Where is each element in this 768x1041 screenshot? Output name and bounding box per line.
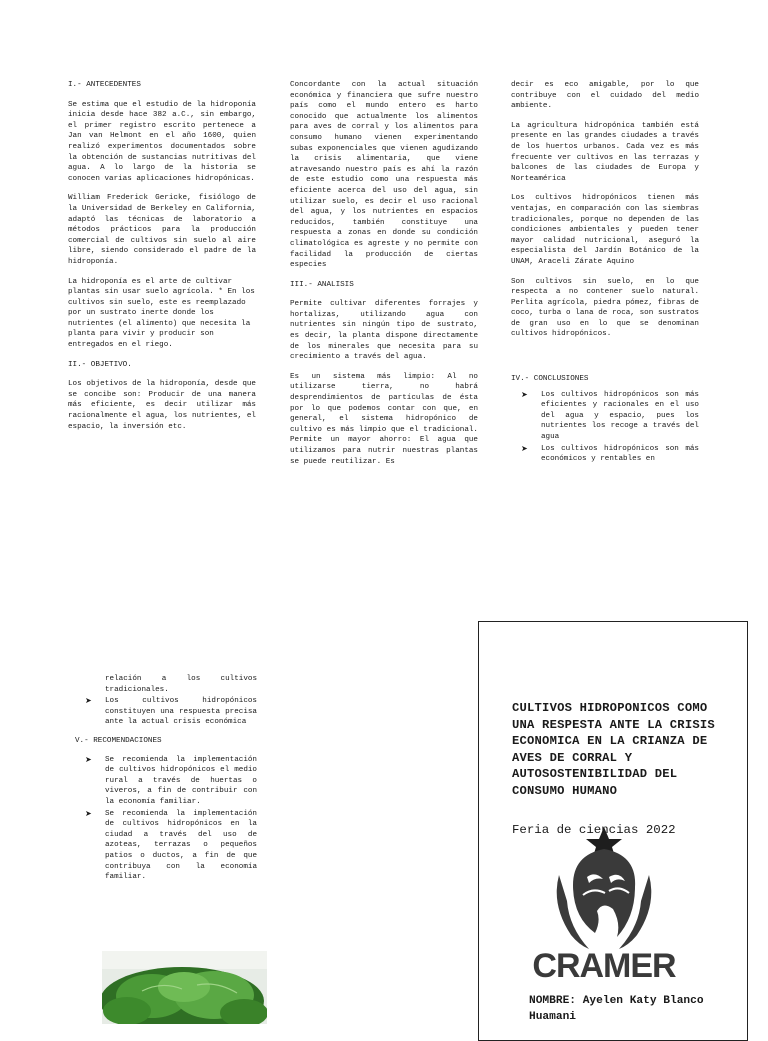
- section-heading-analisis: III.- ANALISIS: [290, 280, 354, 289]
- paragraph: La agricultura hidropónica también está presente en las grandes ciudades a través de los huertos urbanos. Cada vez es más frecuente ver cultivos en las terrazas y balcones de las ciudades de Europa y Norteamérica: [511, 121, 699, 183]
- column-2: [290, 80, 478, 476]
- paragraph: Concordante con la actual situación económica y financiera que sufre nuestro país como el mundo entero es harto conocido que actualmente los alimentos para aves de corral y los alimentos para consumo humano vienen experimentando subas exponenciales que vienen agudizando la crisis alimentaria, que viene atravesando nuestro país es ahí la razón de este estudio como una respuesta más eficiente acerca del uso del agua, sin utilizar suelo, es decir el uso racional del agua, y los nutrientes en espacios reducidos, también constituye una respuesta a zonas en donde su condición climatológica es agreste y no permite con facilidad la producción de ciertas especies: [290, 81, 478, 270]
- section-heading-conclusiones: IV.- CONCLUSIONES: [511, 375, 589, 384]
- section-heading-objetivo: II.- OBJETIVO.: [68, 360, 132, 369]
- logo-graphic: [529, 827, 679, 987]
- logo-wordmark: CRAMER: [532, 947, 676, 985]
- list-item: [511, 444, 699, 465]
- paragraph: William Frederick Gericke, fisiólogo de la Universidad de Berkeley en California, adaptó las técnicas de laboratorio a métodos prácticos para la producción comercial de cultivos sin suelo al aire libre, siendo considerado el padre de la hidroponía.: [68, 194, 256, 266]
- author-name: NOMBRE: Ayelen Katy Blanco Huamani: [529, 995, 704, 1023]
- list-item: [75, 755, 257, 808]
- paragraph: Se estima que el estudio de la hidroponía inicia desde hace 382 a.C., sin embargo, el primer registro escrito pertenece a Jan van Helmont en el año 1600, quien realizó experimentos documentados sobre la obtención de sustancias nutritivas del agua. A lo largo de la historia se conocen varias aplicaciones hidropónicas.: [68, 100, 256, 183]
- section-heading-recomendaciones: V.- RECOMENDACIONES: [75, 736, 162, 745]
- paragraph: La hidroponía es el arte de cultivar plantas sin usar suelo agrícola. * En los cultivos sin suelo, este es reemplazado por un sustrato inerte donde los nutrientes (el alimento) que necesita la planta para vivir y producir son entregados en el riego.: [68, 277, 255, 350]
- section-heading-antecedentes: I.- ANTECEDENTES: [68, 81, 141, 89]
- lion-star-logo: [529, 827, 679, 987]
- recommendations-list: [75, 755, 257, 883]
- lettuce-photo-graphic: [102, 951, 267, 1024]
- arrow-bullet-icon: ➤: [85, 696, 92, 706]
- list-item: [511, 390, 699, 443]
- paragraph: Es un sistema más limpio: Al no utilizarse tierra, no habrá desprendimientos de partículas de ésta por lo que podemos contar con que, en general, el sistema hidropónico de cultivo es más limpio que el tradicional. Permite un mayor ahorro: El agua que utilizamos para nutrir nuestras plantas se puede reutilizar. Es: [290, 372, 478, 466]
- column-1: [68, 80, 256, 441]
- list-item-text: Se recomienda la implementación de cultivos hidropónicos el medio rural a través de huertas o viveros, a fin de contribuir con la economía familiar.: [105, 755, 257, 806]
- list-item-text: Se recomienda la implementación de cultivos hidropónicos en la ciudad a través del uso de azoteas, terrazas o pequeños patios o ductos, a fin de que contribuya con la economía familiar.: [105, 809, 257, 882]
- column-3: [511, 80, 699, 466]
- list-item: [75, 696, 257, 728]
- list-item-text: Los cultivos hidropónicos constituyen una respuesta precisa ante la actual crisis económica: [105, 697, 257, 727]
- cover-panel: [478, 621, 748, 1041]
- column-4: [75, 674, 257, 884]
- paragraph: Los objetivos de la hidroponía, desde que se concibe son: Producir de una manera más eficiente, es decir utilizar más racionalmente el agua, los nutrientes, el espacio, la inversión etc.: [68, 380, 256, 431]
- arrow-bullet-icon: ➤: [521, 389, 528, 399]
- list-item: [75, 809, 257, 883]
- lettuce-photo: [102, 951, 267, 1024]
- conclusions-list: [511, 390, 699, 465]
- list-item: [75, 674, 257, 695]
- conclusions-list-continued: [75, 674, 257, 728]
- paragraph: Los cultivos hidropónicos tienen más ventajas, en comparación con las siembras tradicionales, porque no dependen de las condiciones ambientales y pueden tener mayor calidad nutricional, aseguró la especialista del Jardín Botánico de la UNAM, Araceli Zárate Aquino: [511, 194, 699, 266]
- arrow-bullet-icon: ➤: [521, 443, 528, 453]
- arrow-bullet-icon: ➤: [85, 754, 92, 764]
- fair-label: Feria de ciencias 2022: [512, 823, 676, 837]
- list-item-text: Los cultivos hidropónicos son más económicos y rentables en: [541, 444, 699, 464]
- list-item-text: relación a los cultivos tradicionales.: [105, 675, 257, 694]
- cover-title: CULTIVOS HIDROPONICOS COMO UNA RESPESTA ANTE LA CRISIS ECONOMICA EN LA CRIANZA DE AVES DE CORRAL Y AUTOSOSTENIBILIDAD DEL CONSUMO HUMANO: [512, 701, 715, 798]
- arrow-bullet-icon: ➤: [85, 808, 92, 818]
- paragraph: Permite cultivar diferentes forrajes y hortalizas, utilizando agua con nutrientes sin ningún tipo de sustrato, es decir, la planta dispone directamente de los minerales que necesita para su crecimiento a través del agua.: [290, 300, 478, 362]
- list-item-text: Los cultivos hidropónicos son más eficientes y racionales en el uso del agua y espacio, pues los nutrientes los recoge a través del agua: [541, 390, 699, 442]
- paragraph: decir es eco amigable, por lo que contribuye con el cuidado del medio ambiente.: [511, 81, 699, 111]
- paragraph: Son cultivos sin suelo, en lo que respecta a no contener suelo natural. Perlita agrícola, piedra pómez, fibras de coco, turba o lana de roca, son sustratos de gran uso en lo que se denominan cultivos hidropónicos.: [511, 277, 699, 339]
